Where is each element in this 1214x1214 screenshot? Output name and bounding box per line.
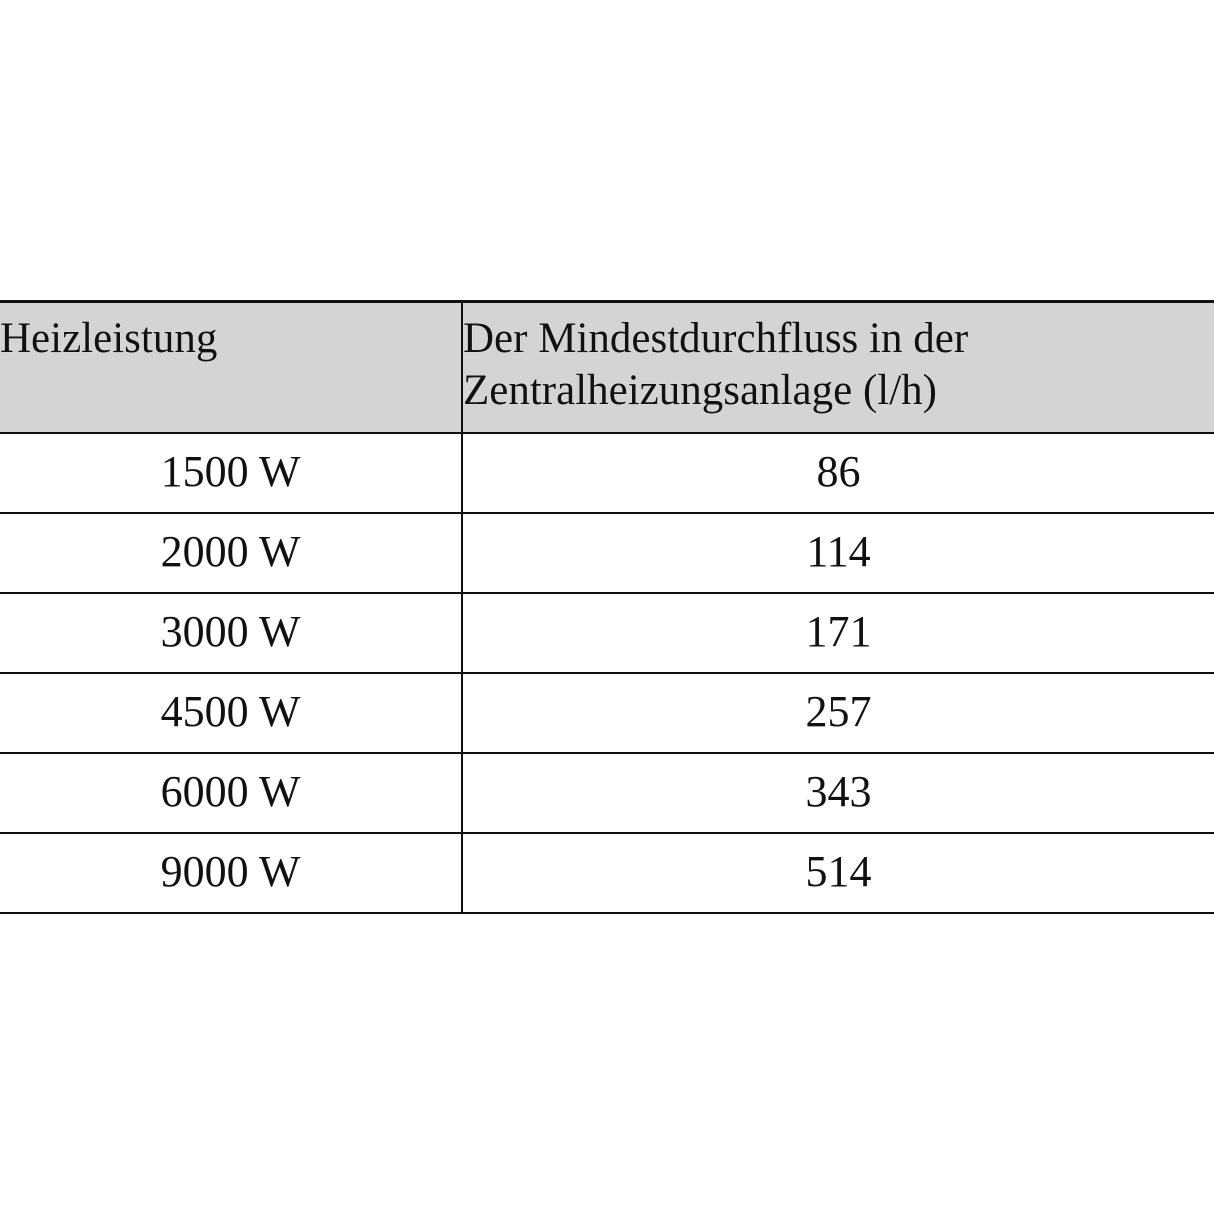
cell-power: 6000 W <box>0 753 462 833</box>
column-header-mindestdurchfluss <box>462 302 1214 433</box>
table-row <box>0 513 1214 593</box>
table-row <box>0 673 1214 753</box>
table-container <box>0 300 1214 914</box>
cell-flow: 343 <box>462 753 1214 833</box>
cell-power: 3000 W <box>0 593 462 673</box>
table-row <box>0 593 1214 673</box>
cell-flow: 86 <box>462 433 1214 513</box>
table-row <box>0 753 1214 833</box>
cell-power: 2000 W <box>0 513 462 593</box>
column-header-heizleistung <box>0 302 462 433</box>
table-row <box>0 433 1214 513</box>
cell-power: 1500 W <box>0 433 462 513</box>
cell-power: 4500 W <box>0 673 462 753</box>
heating-flow-table <box>0 300 1214 914</box>
cell-power: 9000 W <box>0 833 462 913</box>
column-header-heizleistung-line-1: Heizleistung <box>0 315 218 362</box>
table-header-row <box>0 302 1214 433</box>
cell-flow: 171 <box>462 593 1214 673</box>
table-body <box>0 433 1214 913</box>
cell-flow: 257 <box>462 673 1214 753</box>
column-header-mindestdurchfluss-line-1: Der Mindestdurchfluss in der <box>463 315 969 362</box>
cell-flow: 514 <box>462 833 1214 913</box>
table-row <box>0 833 1214 913</box>
cell-flow: 114 <box>462 513 1214 593</box>
table-head <box>0 302 1214 433</box>
column-header-mindestdurchfluss-line-2: Zentralheizungsanlage (l/h) <box>463 367 937 415</box>
